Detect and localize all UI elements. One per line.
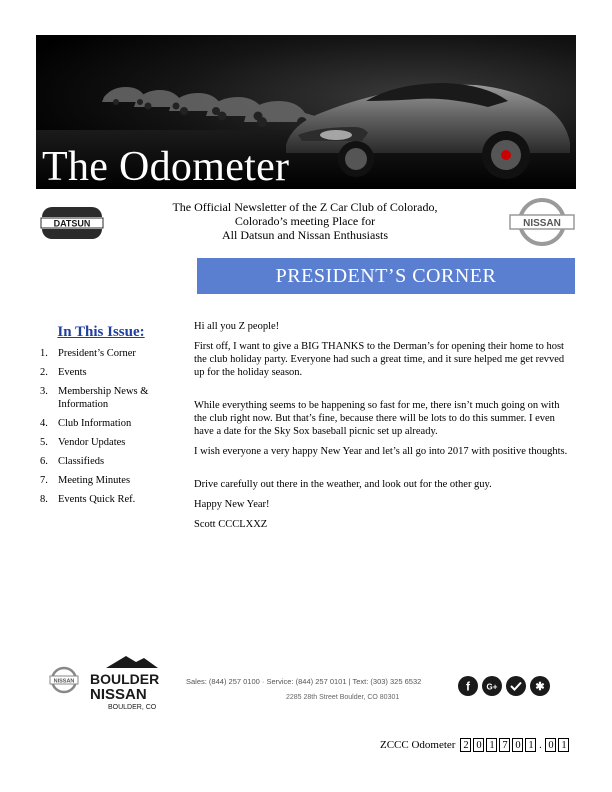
datsun-logo: [40, 205, 104, 241]
president-letter: [194, 320, 570, 538]
odometer-digit: 1: [558, 738, 569, 752]
letter-paragraph-2: While everything seems to be happening so fast for me, there isn’t much going on with the club right now. But that’s fine, because there will be lots to do this summer. I even have a date for the Sky Sox baseball picnic set up already.: [194, 400, 560, 437]
header-banner: [36, 35, 576, 189]
letter-paragraph-1: First off, I want to give a BIG THANKS to the Derman’s for opening their home to host the club holiday party. Everyone had such a great time, and it sure helped me get revved up for the holiday season.: [194, 341, 565, 378]
toc-list: [40, 347, 180, 512]
toc-label: Vendor Updates: [58, 437, 126, 448]
toc-number: 4.: [40, 418, 48, 429]
facebook-icon: [458, 676, 478, 696]
svg-text:f: f: [466, 679, 470, 694]
toc-item[interactable]: [40, 436, 180, 449]
svg-text:✱: ✱: [535, 681, 545, 693]
toc-item[interactable]: [40, 385, 180, 411]
newsletter-title: The Odometer: [42, 144, 290, 189]
svg-text:G+: G+: [486, 682, 498, 692]
ad-address: 2285 28th Street Boulder, CO 80301: [286, 694, 400, 701]
toc-label: Meeting Minutes: [58, 475, 131, 486]
odometer-digit: 2: [460, 738, 471, 752]
nissan-logo-text: NISSAN: [523, 218, 561, 229]
toc-item[interactable]: [40, 474, 180, 487]
nissan-logo: [508, 196, 576, 250]
mountain-icon: [106, 656, 158, 668]
toc-number: 8.: [40, 494, 48, 505]
checkmark-icon: [506, 676, 526, 696]
ad-brand-bottom: NISSAN: [90, 686, 147, 703]
ad-nissan-text: NISSAN: [53, 678, 75, 685]
ad-brand-city: BOULDER, CO: [108, 704, 157, 711]
toc-heading: In This Issue:: [57, 324, 145, 340]
datsun-logo-text: DATSUN: [53, 218, 91, 229]
toc-item[interactable]: [40, 366, 180, 379]
toc-label: Events: [58, 367, 87, 378]
section-title: PRESIDENT’S CORNER: [275, 264, 497, 287]
letter-paragraph-4: Drive carefully out there in the weather, and look out for the other guy.: [194, 479, 492, 490]
odometer-separator: .: [539, 739, 542, 751]
toc-number: 6.: [40, 456, 48, 467]
ad-nissan-icon: [50, 668, 78, 692]
toc-label: Events Quick Ref.: [58, 494, 136, 505]
letter-signature: Scott CCCLXXZ: [194, 519, 268, 530]
odometer-digit: 0: [512, 738, 523, 752]
tagline-line-3: All Datsun and Nissan Enthusiasts: [222, 228, 388, 242]
toc-number: 1.: [40, 348, 48, 359]
toc-item[interactable]: [40, 493, 180, 506]
ad-contact: Sales: (844) 257 0100 · Service: (844) 257 0101 | Text: (303) 325 6532: [186, 677, 422, 686]
odometer-digit: 1: [525, 738, 536, 752]
google-plus-icon: [482, 676, 502, 696]
toc-item[interactable]: [40, 347, 180, 360]
footer-odometer: [380, 738, 569, 752]
ad-brand-top: BOULDER: [90, 671, 160, 687]
odometer-digit: 0: [473, 738, 484, 752]
odometer-digit: 0: [545, 738, 556, 752]
toc-item[interactable]: [40, 417, 180, 430]
tagline: [140, 200, 470, 242]
section-header: [197, 258, 575, 294]
letter-paragraph-3: I wish everyone a very happy New Year and let’s all go into 2017 with positive thoughts.: [194, 446, 568, 457]
letter-paragraph-5: Happy New Year!: [194, 499, 270, 510]
boulder-nissan-ad[interactable]: [36, 652, 576, 712]
toc-number: 7.: [40, 475, 48, 486]
toc-label: Club Information: [58, 418, 132, 429]
odometer-digit: 7: [499, 738, 510, 752]
yelp-icon: [530, 676, 550, 696]
odometer-label: ZCCC Odometer: [380, 739, 456, 751]
odometer-digit: 1: [486, 738, 497, 752]
toc-label: Membership News & Information: [58, 386, 149, 410]
tagline-line-2: Colorado’s meeting Place for: [234, 214, 376, 228]
toc-number: 3.: [40, 386, 48, 397]
toc-number: 2.: [40, 367, 48, 378]
toc-label: President’s Corner: [58, 348, 136, 359]
letter-greeting: Hi all you Z people!: [194, 321, 280, 332]
tagline-line-1: The Official Newsletter of the Z Car Club of Colorado,: [172, 200, 438, 214]
toc-label: Classifieds: [58, 456, 105, 467]
toc-number: 5.: [40, 437, 48, 448]
toc-item[interactable]: [40, 455, 180, 468]
